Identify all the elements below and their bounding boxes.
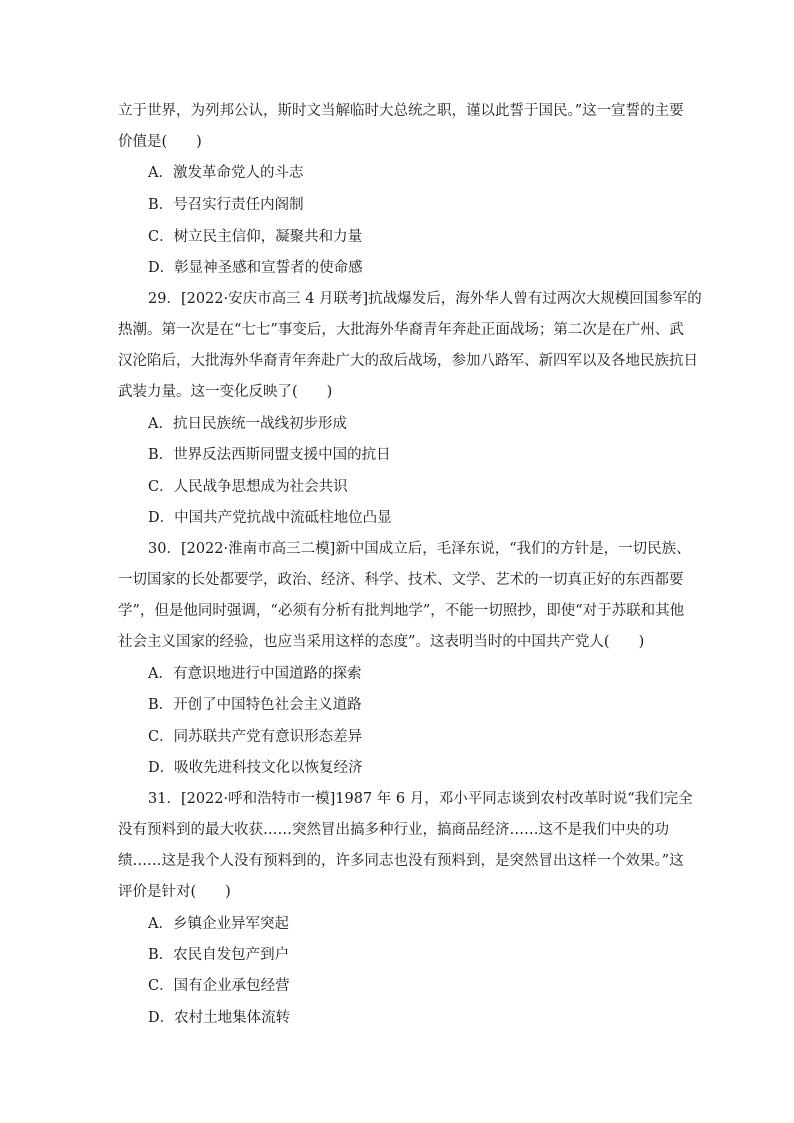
question-text-line: 30．[2022·淮南市高三二模]新中国成立后，毛泽东说，“我们的方针是，一切民族、 [148, 541, 691, 557]
question-text-line: 一切国家的长处都要学，政治、经济、科学、技术、文学、艺术的一切真正好的东西都要 [118, 572, 684, 588]
question-text-line: 学”，但是他同时强调，“必须有分析有批判地学”，不能一切照抄，即使“对于苏联和其他 [118, 603, 685, 619]
answer-option-c: C．国有企业承包经营 [148, 978, 290, 994]
answer-option-a: A．抗日民族统一战线初步形成 [148, 416, 347, 432]
question-text-line: 29．[2022·安庆市高三 4 月联考]抗战爆发后，海外华人曾有过两次大规模回国参军的 [148, 291, 702, 307]
answer-option-d: D．彰显神圣感和宣誓者的使命感 [148, 260, 363, 276]
question-text-line: 热潮。第一次是在“七七”事变后，大批海外华裔青年奔赴正面战场；第二次是在广州、武 [118, 322, 684, 338]
question-text-line: 立于世界，为列邦公认，斯时文当解临时大总统之职，谨以此誓于国民。”这一宣誓的主要 [118, 103, 684, 119]
answer-option-b: B．世界反法西斯同盟支援中国的抗日 [148, 447, 391, 463]
answer-option-b: B．号召实行责任内阁制 [148, 197, 304, 213]
answer-option-c: C．树立民主信仰，凝聚共和力量 [148, 229, 363, 245]
answer-option-c: C．人民战争思想成为社会共识 [148, 479, 348, 495]
answer-option-d: D．吸收先进科技文化以恢复经济 [148, 760, 363, 776]
question-text-line: 31．[2022·呼和浩特市一模]1987 年 6 月，邓小平同志谈到农村改革时说“我们完全 [148, 791, 693, 807]
question-text-line: 社会主义国家的经验，也应当采用这样的态度”。这表明当时的中国共产党人( ) [118, 634, 645, 650]
question-text-line: 没有预料到的最大收获……突然冒出搞多种行业，搞商品经济……这不是我们中央的功 [118, 822, 669, 838]
question-text-line: 价值是( ) [118, 134, 202, 150]
answer-option-d: D．农村土地集体流转 [148, 1010, 291, 1026]
question-text-line: 汉沦陷后，大批海外华裔青年奔赴广大的敌后战场，参加八路军、新四军以及各地民族抗日 [118, 353, 698, 369]
answer-option-c: C．同苏联共产党有意识形态差异 [148, 729, 363, 745]
answer-option-b: B．农民自发包产到户 [148, 947, 290, 963]
question-text-line: 武装力量。这一变化反映了( ) [118, 384, 333, 400]
question-text-line: 绩……这是我个人没有预料到的，许多同志也没有预料到，是突然冒出这样一个效果。”这 [118, 853, 684, 869]
answer-option-d: D．中国共产党抗战中流砥柱地位凸显 [148, 510, 392, 526]
answer-option-a: A．有意识地进行中国道路的探索 [148, 666, 362, 682]
answer-option-a: A．乡镇企业异军突起 [148, 916, 289, 932]
answer-option-b: B．开创了中国特色社会主义道路 [148, 697, 362, 713]
question-text-line: 评价是针对( ) [118, 884, 231, 900]
answer-option-a: A．激发革命党人的斗志 [148, 165, 304, 181]
